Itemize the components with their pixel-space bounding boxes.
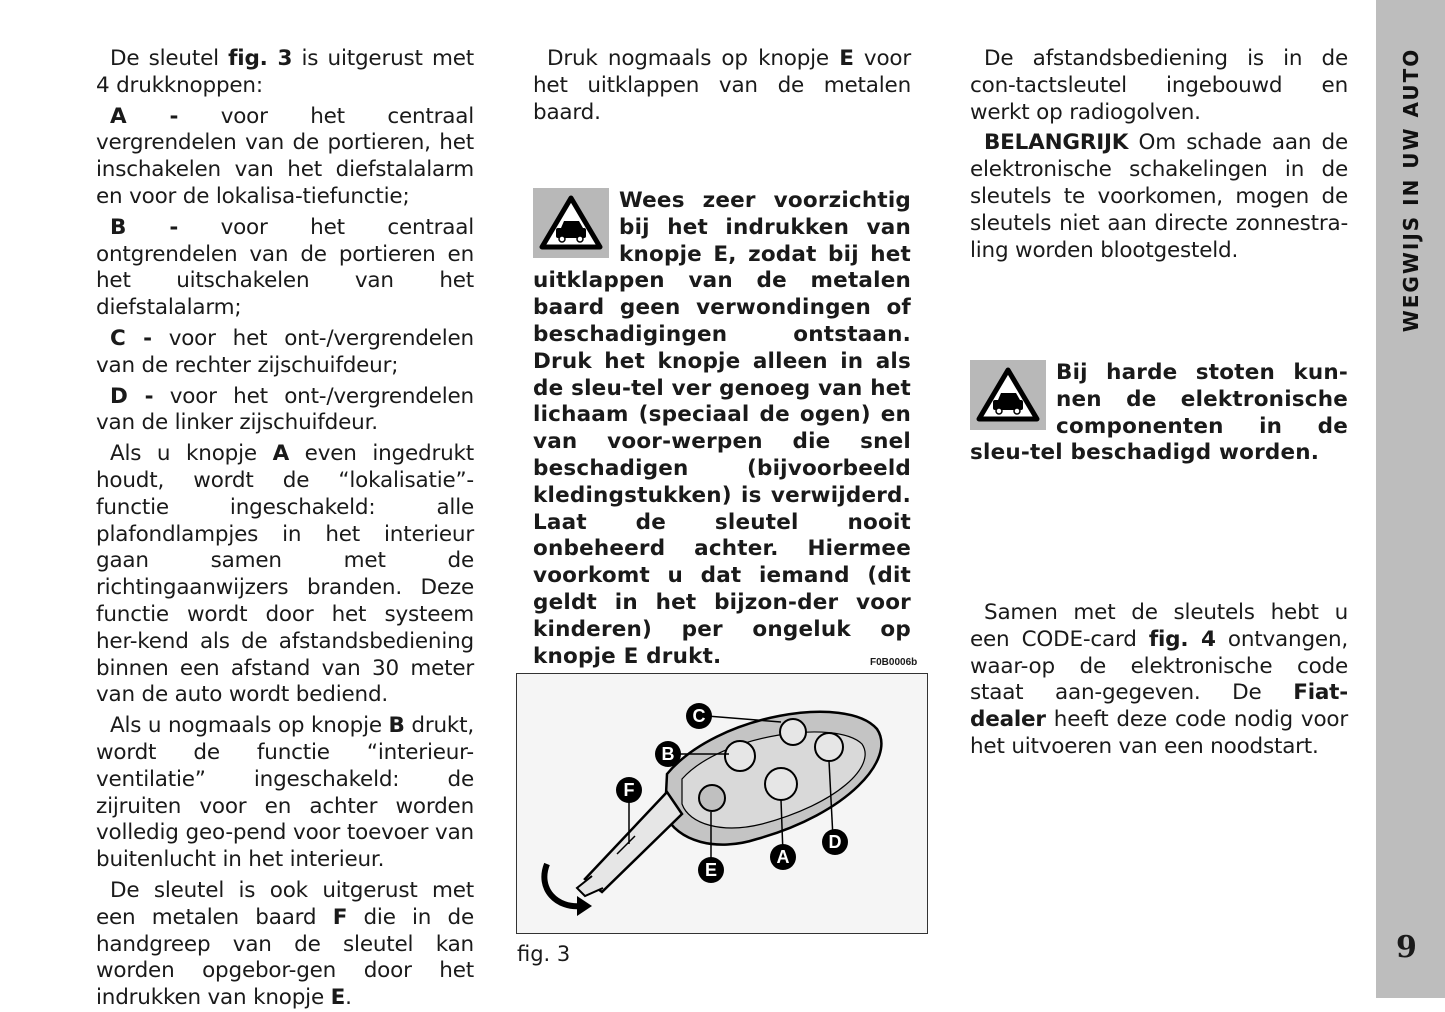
button-c-illustration (780, 719, 806, 745)
button-e-illustration (699, 785, 725, 811)
label-a: A (776, 847, 790, 867)
remote-paragraph: De afstandsbediening is in de con-tactsleutel ingebouwd en werkt op radiogolven. (970, 46, 1348, 125)
code-card-paragraph: Samen met de sleutels hebt u een CODE-card fig. 4 ontvangen, waar-op de elektronische code staat aan-gegeven. De Fiat-dealer heeft deze code nodig voor het uitvoeren van een noodstart. (970, 600, 1348, 759)
button-b-illustration (725, 741, 755, 771)
warning-block-shock: Bij harde stoten kun-nen de elektronische componenten in de sleu-tel beschadigd worden. (970, 360, 1348, 466)
warning-triangle-icon (970, 360, 1046, 430)
button-d-description: D - voor het ont-/vergrendelen van de linker zijschuifdeur. (96, 383, 474, 436)
important-label: BELANGRIJK (984, 130, 1129, 156)
label-d: D (828, 832, 842, 852)
column-middle (533, 46, 911, 126)
column-left (96, 46, 474, 1012)
localization-paragraph: Als u knopje A even ingedrukt houdt, wordt de “lokalisatie”-functie ingeschakeld: alle plafondlampjes in het interieur gaan samen met de richtingaanwijzers branden. Deze functie wordt door het systeem her-kend als de afstandsbediening binnen een afstand van 30 meter van de auto wordt bediend. (96, 441, 474, 708)
intro-paragraph: De sleutel fig. 3 is uitgerust met 4 drukknoppen: (96, 46, 474, 98)
metal-blade-paragraph: De sleutel is ook uitgerust met een metalen baard F die in de handgreep van de sleutel kan worden opgebor-gen door het indrukken van knopje E. (96, 877, 474, 1011)
figure-code: F0B0006b (870, 657, 918, 668)
important-paragraph: BELANGRIJK Om schade aan de elektronische schakelingen in de sleutels te voorkomen, mogen de sleutels niet aan directe zonnestra-ling worden blootgesteld. (970, 130, 1348, 263)
column-right (970, 46, 1348, 264)
key-illustration (544, 712, 881, 916)
chapter-title: WEGWIJS IN UW AUTO (1399, 47, 1423, 333)
label-b: B (661, 744, 675, 764)
label-f: F (623, 780, 635, 800)
ventilation-paragraph: Als u nogmaals op knopje B drukt, wordt de functie “interieur-ventilatie” ingeschakeld: de zijruiten voor en achter worden volledig geo-pend voor toevoer van buitenlucht in het interieur. (96, 713, 474, 873)
figure-caption: fig. 3 (517, 942, 571, 966)
button-d-illustration (815, 733, 843, 761)
label-e: E (704, 860, 718, 880)
code-card-section (970, 600, 1348, 761)
warning-triangle-icon (533, 188, 609, 258)
fig-reference: fig. 3 (228, 46, 293, 71)
button-c-description: C - voor het ont-/vergrendelen van de rechter zijschuifdeur; (96, 325, 474, 378)
unfold-paragraph: Druk nogmaals op knopje E voor het uitklappen van de metalen baard. (533, 46, 911, 125)
page-number: 9 (1396, 930, 1417, 965)
label-c: C (692, 706, 706, 726)
key-figure (516, 673, 928, 934)
button-a-illustration (765, 768, 797, 800)
warning-block-blade: Wees zeer voorzichtig bij het indrukken van knopje E, zodat bij het uitklappen van de metalen baard geen verwondingen of beschadigingen ontstaan. Druk het knopje alleen in als de sleu-tel ver genoeg van het lichaam (speciaal de ogen) en van voor-werpen die snel beschadigen (bijvoorbeeld kledingstukken) is verwijderd. Laat de sleutel nooit onbeheerd achter. Hiermee voorkomt u dat iemand (dit geldt in het bijzon-der voor kinderen) per ongeluk op knopje E drukt. (533, 188, 911, 669)
button-a-description: A - voor het centraal vergrendelen van de portieren, het inschakelen van het diefstalalarm en voor de lokalisa-tiefunctie; (96, 103, 475, 209)
button-b-description: B - voor het centraal ontgrendelen van de portieren en het uitschakelen van het diefstalalarm; (96, 214, 475, 321)
